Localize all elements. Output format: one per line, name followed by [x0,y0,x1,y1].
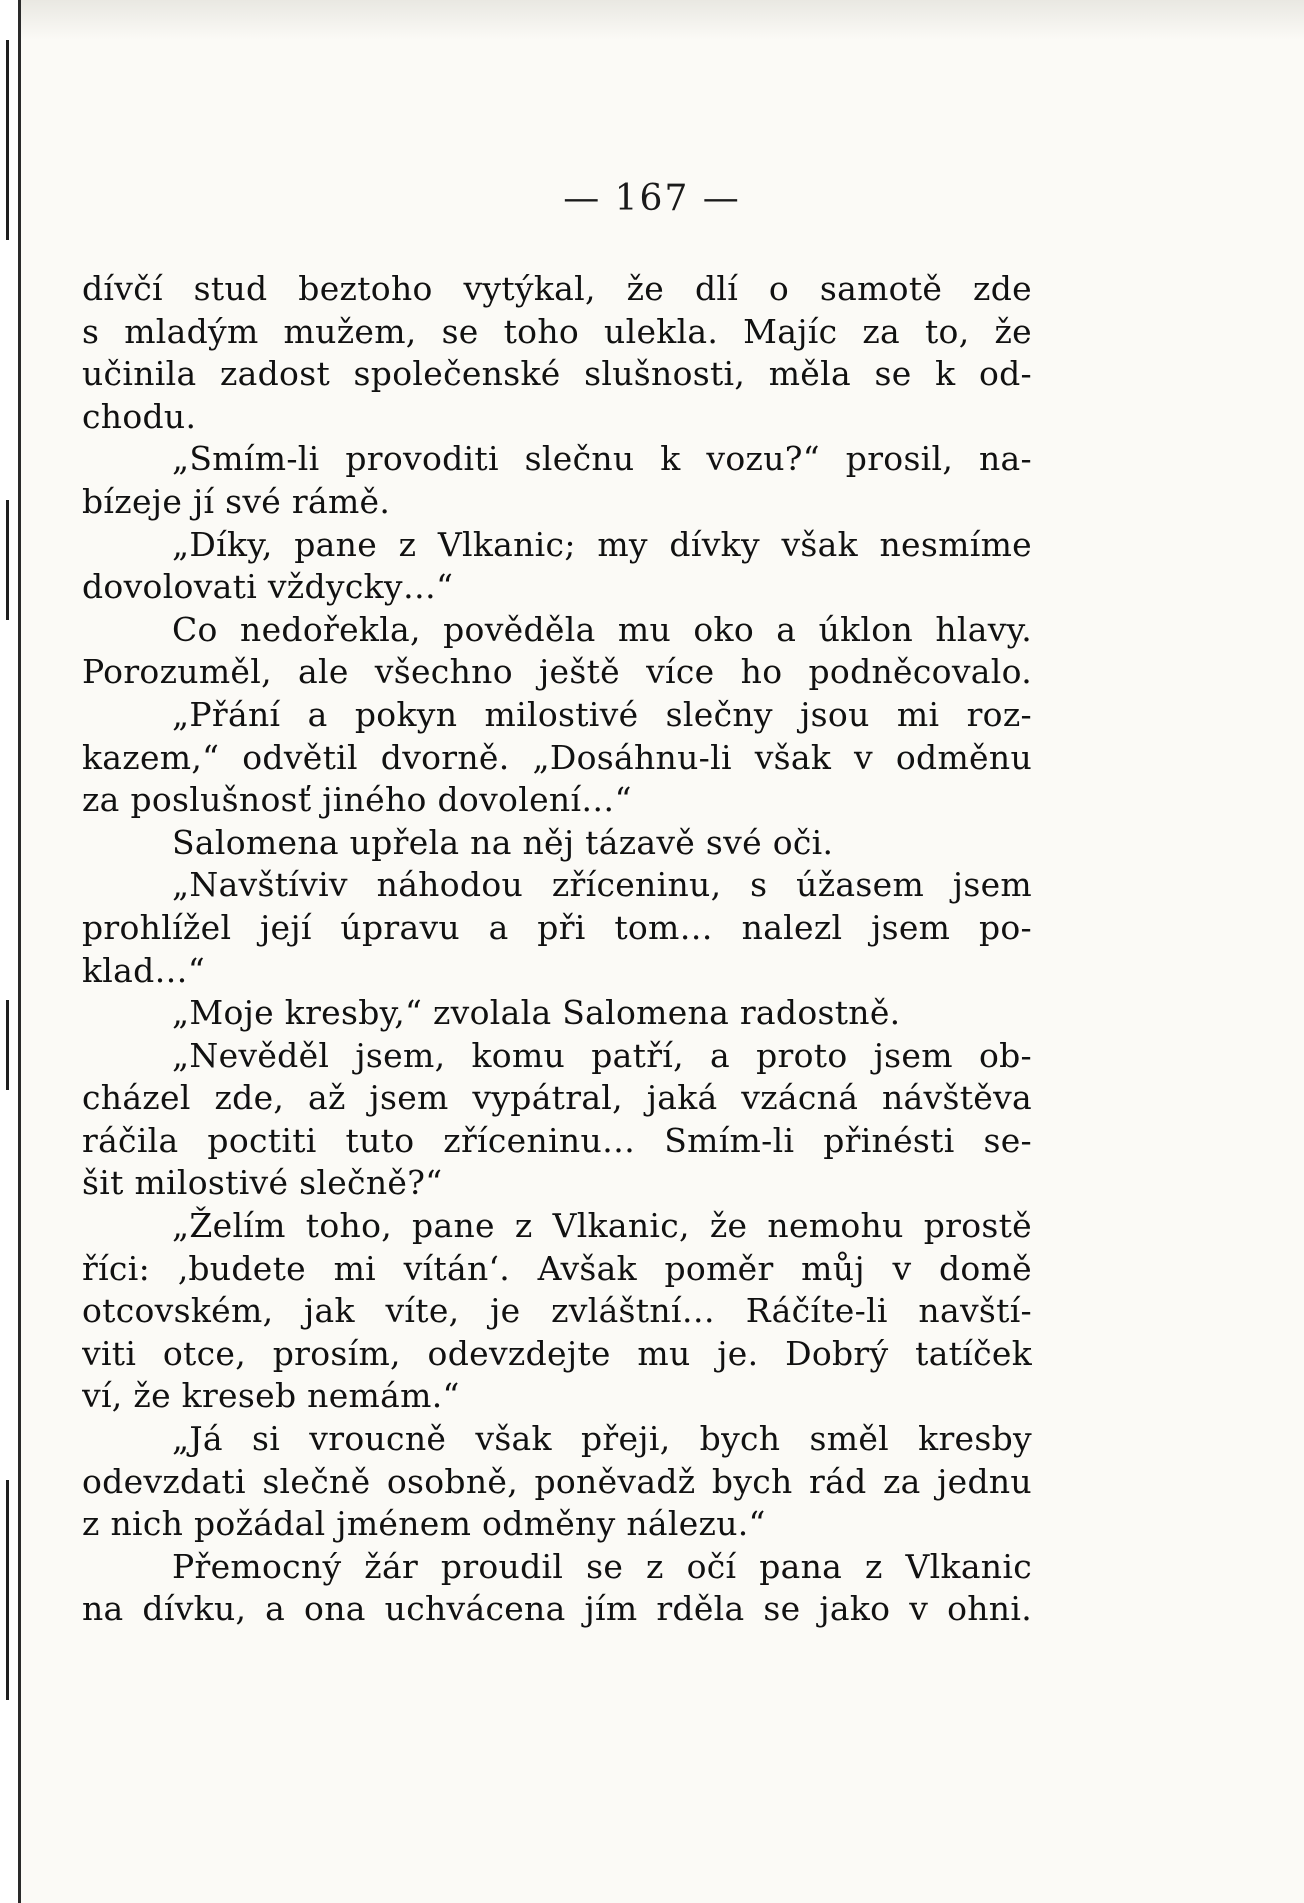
text-line: učinila zadost společenské slušnosti, měla se k od- [82,354,1032,394]
text-line: prohlížel její úpravu a při tom… nalezl jsem po- [82,907,1032,947]
text-line: „Díky, pane z Vlkanic; my dívky však nesmíme [172,524,1032,564]
text-line: „Moje kresby,“ zvolala Salomena radostně. [172,993,901,1033]
text-line: bízeje jí své rámě. [82,481,391,521]
page-number: — 167 — [563,178,741,219]
text-line: „Nevěděl jsem, komu patří, a proto jsem ob- [172,1035,1032,1075]
text-line: „Přání a pokyn milostivé slečny jsou mi roz- [172,694,1032,734]
text-line: říci: ‚budete mi vítán‘. Avšak poměr můj v domě [82,1248,1032,1288]
text-line: Přemocný žár proudil se z očí pana z Vlkanic [172,1546,1032,1586]
text-line: Co nedořekla, pověděla mu oko a úklon hlavy. [172,609,1032,649]
binding-edge [0,0,21,1903]
body-text [82,268,1032,1631]
text-line: ví, že kreseb nemám.“ [82,1376,460,1416]
text-line: ráčila poctiti tuto zříceninu… Smím-li přinésti se- [82,1120,1032,1160]
text-line: dívčí stud beztoho vytýkal, že dlí o samotě zde [82,269,1032,308]
text-line: Porozuměl, ale všechno ještě více ho podněcovalo. [82,652,1032,692]
text-line: chodu. [82,396,197,436]
text-line: viti otce, prosím, odevzdejte mu je. Dobrý tatíček [82,1333,1032,1373]
text-line: šit milostivé slečně?“ [82,1163,443,1203]
binding-mark [6,1000,9,1090]
text-line: odevzdati slečně osobně, poněvadž bych rád za jednu [82,1461,1032,1501]
text-line: kazem,“ odvětil dvorně. „Dosáhnu-li však v odměnu [82,737,1032,777]
text-line: „Smím-li provoditi slečnu k vozu?“ prosil, na- [172,439,1032,479]
binding-mark [6,1480,9,1700]
text-line: z nich požádal jménem odměny nálezu.“ [82,1504,766,1544]
text-line: „Já si vroucně však přeji, bych směl kresby [172,1419,1032,1459]
text-line: klad…“ [82,950,206,990]
text-line: Salomena upřela na něj tázavě své oči. [172,822,834,862]
text-line: otcovském, jak víte, je zvláštní… Ráčíte-li navští- [82,1291,1032,1331]
binding-mark [6,500,9,620]
text-line: na dívku, a ona uchvácena jím rděla se jako v ohni. [82,1589,1032,1629]
text-line: cházel zde, až jsem vypátral, jaká vzácná návštěva [82,1078,1032,1118]
text-line: za poslušnosť jiného dovolení…“ [82,780,632,820]
text-line: s mladým mužem, se toho ulekla. Majíc za to, že [82,311,1032,351]
text-line: „Želím toho, pane z Vlkanic, že nemohu prostě [172,1206,1032,1246]
page-top-shadow [0,0,1304,40]
text-line: „Navštíviv náhodou zříceninu, s úžasem jsem [172,865,1032,905]
text-line: dovolovati vždycky…“ [82,567,454,607]
